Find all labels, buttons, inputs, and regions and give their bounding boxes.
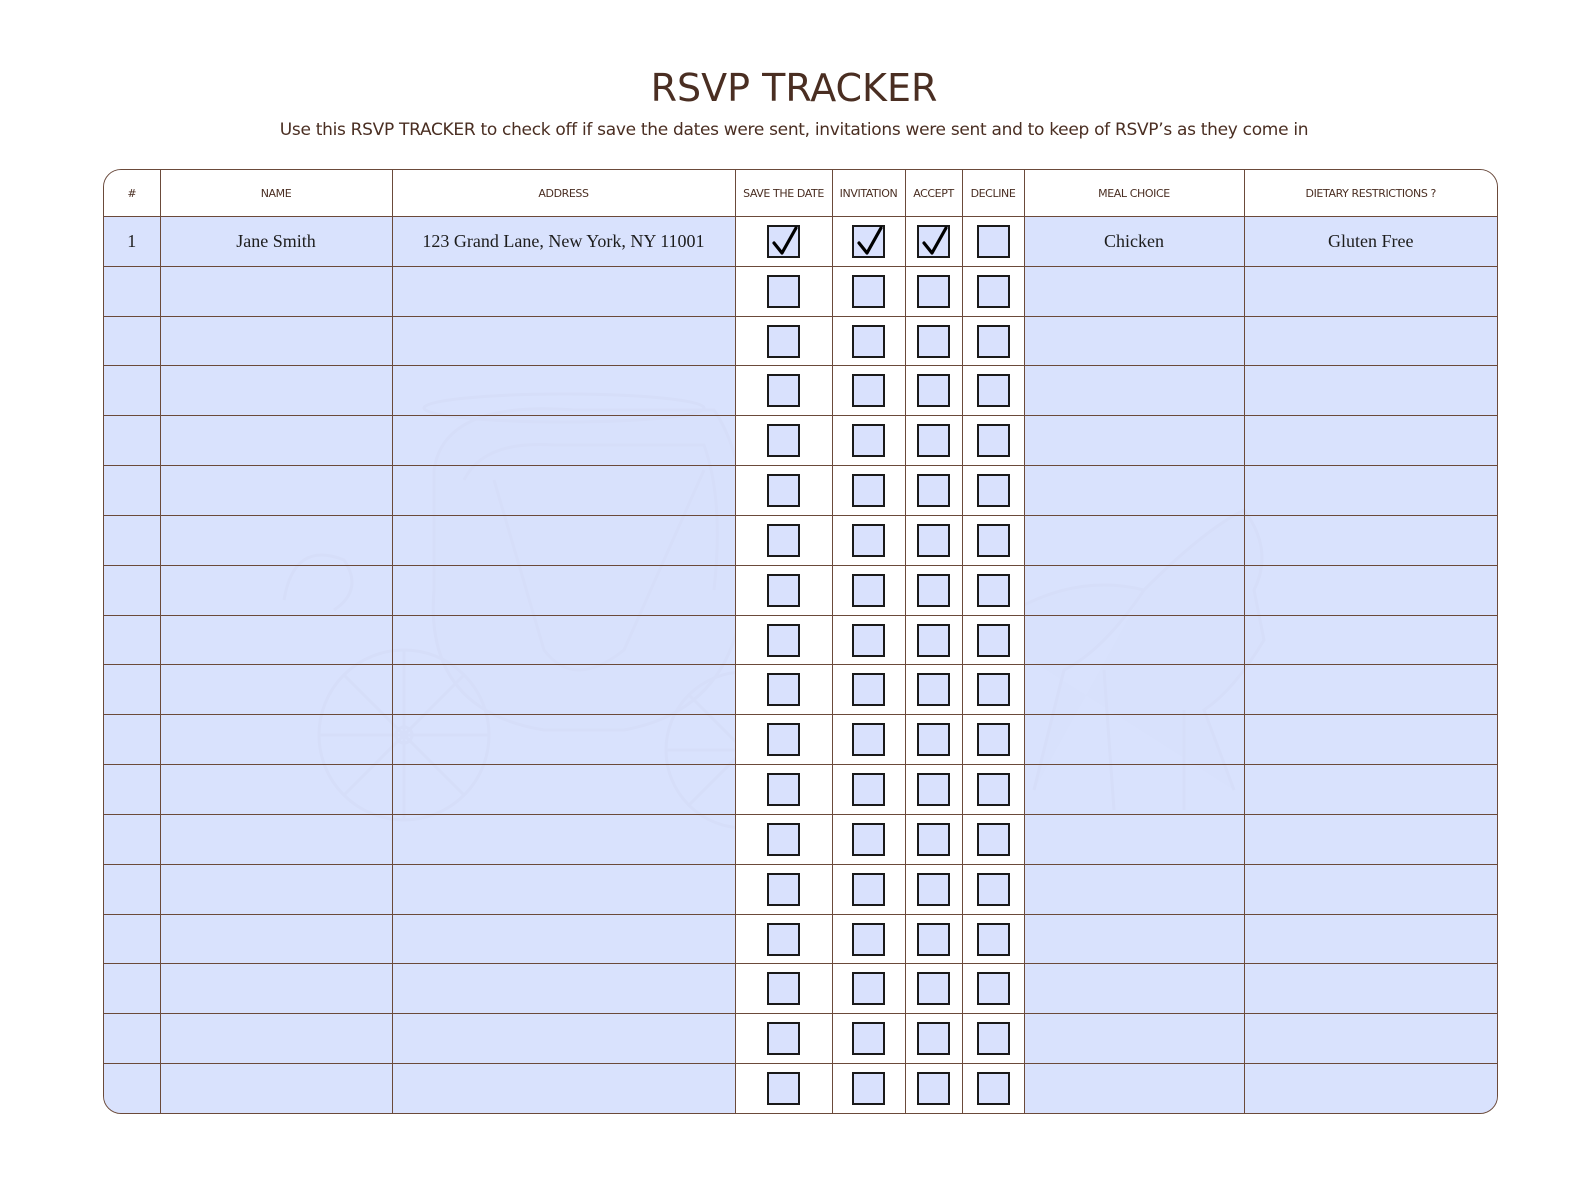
- decline-cell: [962, 765, 1024, 815]
- save-the-date-cell: [735, 615, 832, 665]
- address-cell[interactable]: [392, 715, 735, 765]
- meal-choice-cell[interactable]: [1024, 765, 1244, 815]
- meal-choice-cell[interactable]: [1024, 1014, 1244, 1064]
- address-cell[interactable]: [392, 864, 735, 914]
- accept-checkbox[interactable]: [917, 574, 950, 607]
- table-row: [104, 715, 1497, 765]
- accept-checkbox[interactable]: [917, 524, 950, 557]
- checkmark-icon: [771, 226, 799, 258]
- accept-cell: [905, 914, 962, 964]
- save-the-date-checkbox[interactable]: [767, 624, 800, 657]
- dietary-cell[interactable]: [1244, 366, 1497, 416]
- address-cell[interactable]: [392, 814, 735, 864]
- accept-cell: [905, 864, 962, 914]
- num-cell[interactable]: [104, 1014, 160, 1064]
- column-header-decline: DECLINE: [962, 170, 1024, 217]
- save-the-date-cell: [735, 366, 832, 416]
- num-cell[interactable]: [104, 615, 160, 665]
- decline-cell: [962, 217, 1024, 267]
- address-cell[interactable]: [392, 366, 735, 416]
- decline-checkbox[interactable]: [977, 923, 1010, 956]
- accept-cell: [905, 665, 962, 715]
- decline-checkbox[interactable]: [977, 673, 1010, 706]
- name-cell[interactable]: [160, 715, 392, 765]
- accept-cell: [905, 316, 962, 366]
- name-cell[interactable]: [160, 316, 392, 366]
- address-cell[interactable]: [392, 416, 735, 466]
- checkmark-icon: [921, 226, 949, 258]
- save-the-date-cell: [735, 665, 832, 715]
- decline-checkbox[interactable]: [977, 225, 1010, 258]
- decline-checkbox[interactable]: [977, 823, 1010, 856]
- dietary-cell[interactable]: [1244, 515, 1497, 565]
- invitation-checkbox[interactable]: [852, 424, 885, 457]
- accept-checkbox[interactable]: [917, 624, 950, 657]
- meal-choice-cell[interactable]: [1024, 964, 1244, 1014]
- dietary-cell[interactable]: [1244, 665, 1497, 715]
- meal-choice-cell[interactable]: [1024, 864, 1244, 914]
- table-row: [104, 765, 1497, 815]
- dietary-cell[interactable]: [1244, 1014, 1497, 1064]
- accept-checkbox[interactable]: [917, 424, 950, 457]
- num-cell[interactable]: 1: [104, 217, 160, 267]
- invitation-cell: [832, 964, 905, 1014]
- column-header-num: #: [104, 170, 160, 217]
- column-header-name: NAME: [160, 170, 392, 217]
- dietary-cell[interactable]: [1244, 1064, 1497, 1113]
- meal-choice-cell[interactable]: [1024, 565, 1244, 615]
- meal-choice-cell[interactable]: [1024, 416, 1244, 466]
- decline-cell: [962, 665, 1024, 715]
- accept-cell: [905, 515, 962, 565]
- name-cell[interactable]: [160, 1014, 392, 1064]
- address-cell[interactable]: [392, 1014, 735, 1064]
- invitation-checkbox[interactable]: [852, 773, 885, 806]
- save-the-date-cell: [735, 416, 832, 466]
- accept-checkbox[interactable]: [917, 873, 950, 906]
- invitation-checkbox[interactable]: [852, 1022, 885, 1055]
- column-header-accept: ACCEPT: [905, 170, 962, 217]
- meal-choice-cell[interactable]: [1024, 814, 1244, 864]
- table-row: [104, 466, 1497, 516]
- decline-checkbox[interactable]: [977, 325, 1010, 358]
- decline-cell: [962, 366, 1024, 416]
- save-the-date-checkbox[interactable]: [767, 823, 800, 856]
- accept-cell: [905, 1014, 962, 1064]
- invitation-checkbox[interactable]: [852, 275, 885, 308]
- address-cell[interactable]: [392, 266, 735, 316]
- accept-checkbox[interactable]: [917, 1072, 950, 1105]
- table-row: [104, 615, 1497, 665]
- invitation-cell: [832, 316, 905, 366]
- accept-cell: [905, 715, 962, 765]
- accept-checkbox[interactable]: [917, 325, 950, 358]
- table-row: [104, 964, 1497, 1014]
- invitation-checkbox[interactable]: [852, 823, 885, 856]
- table-row: [104, 416, 1497, 466]
- accept-checkbox[interactable]: [917, 275, 950, 308]
- save-the-date-checkbox[interactable]: [767, 923, 800, 956]
- num-cell[interactable]: [104, 366, 160, 416]
- name-cell[interactable]: [160, 266, 392, 316]
- address-cell[interactable]: 123 Grand Lane, New York, NY 11001: [392, 217, 735, 267]
- invitation-cell: [832, 814, 905, 864]
- invitation-cell: [832, 416, 905, 466]
- num-cell[interactable]: [104, 814, 160, 864]
- decline-cell: [962, 316, 1024, 366]
- meal-choice-cell[interactable]: [1024, 316, 1244, 366]
- invitation-cell: [832, 914, 905, 964]
- accept-checkbox[interactable]: [917, 1022, 950, 1055]
- name-cell[interactable]: [160, 864, 392, 914]
- meal-choice-cell[interactable]: [1024, 914, 1244, 964]
- accept-checkbox[interactable]: [917, 374, 950, 407]
- decline-cell: [962, 466, 1024, 516]
- save-the-date-cell: [735, 316, 832, 366]
- invitation-checkbox[interactable]: [852, 723, 885, 756]
- decline-checkbox[interactable]: [977, 574, 1010, 607]
- dietary-cell[interactable]: [1244, 565, 1497, 615]
- address-cell[interactable]: [392, 1064, 735, 1113]
- num-cell[interactable]: [104, 914, 160, 964]
- dietary-cell[interactable]: Gluten Free: [1244, 217, 1497, 267]
- num-cell[interactable]: [104, 765, 160, 815]
- accept-cell: [905, 765, 962, 815]
- dietary-cell[interactable]: [1244, 615, 1497, 665]
- invitation-checkbox[interactable]: [852, 673, 885, 706]
- decline-checkbox[interactable]: [977, 873, 1010, 906]
- invitation-checkbox[interactable]: [852, 873, 885, 906]
- num-cell[interactable]: [104, 665, 160, 715]
- save-the-date-cell: [735, 565, 832, 615]
- decline-checkbox[interactable]: [977, 723, 1010, 756]
- save-the-date-cell: [735, 964, 832, 1014]
- accept-checkbox[interactable]: [917, 823, 950, 856]
- accept-cell: [905, 366, 962, 416]
- decline-checkbox[interactable]: [977, 374, 1010, 407]
- table-row: [104, 1064, 1497, 1113]
- address-cell[interactable]: [392, 964, 735, 1014]
- meal-choice-cell[interactable]: [1024, 615, 1244, 665]
- dietary-cell[interactable]: [1244, 864, 1497, 914]
- invitation-checkbox[interactable]: [852, 1072, 885, 1105]
- meal-choice-cell[interactable]: [1024, 665, 1244, 715]
- dietary-cell[interactable]: [1244, 266, 1497, 316]
- column-header-invitation: INVITATION: [832, 170, 905, 217]
- name-cell[interactable]: Jane Smith: [160, 217, 392, 267]
- accept-cell: [905, 964, 962, 1014]
- accept-checkbox[interactable]: [917, 972, 950, 1005]
- save-the-date-checkbox[interactable]: [767, 374, 800, 407]
- num-cell[interactable]: [104, 266, 160, 316]
- accept-cell: [905, 565, 962, 615]
- num-cell[interactable]: [104, 565, 160, 615]
- name-cell[interactable]: [160, 665, 392, 715]
- meal-choice-cell[interactable]: [1024, 515, 1244, 565]
- save-the-date-cell: [735, 466, 832, 516]
- accept-checkbox[interactable]: [917, 474, 950, 507]
- address-cell[interactable]: [392, 765, 735, 815]
- checkmark-icon: [856, 226, 884, 258]
- name-cell[interactable]: [160, 1064, 392, 1113]
- table-row: [104, 1014, 1497, 1064]
- table-row: [104, 217, 1497, 267]
- header-row: [104, 170, 1497, 217]
- save-the-date-cell: [735, 515, 832, 565]
- page-subtitle: Use this RSVP TRACKER to check off if save the dates were sent, invitations were sent and to keep of RSVP’s as they come in: [279, 120, 1309, 140]
- accept-checkbox[interactable]: [917, 673, 950, 706]
- name-cell[interactable]: [160, 466, 392, 516]
- num-cell[interactable]: [104, 715, 160, 765]
- accept-cell: [905, 615, 962, 665]
- num-cell[interactable]: [104, 964, 160, 1014]
- column-header-meal-choice: MEAL CHOICE: [1024, 170, 1244, 217]
- table-row: [104, 665, 1497, 715]
- decline-cell: [962, 515, 1024, 565]
- decline-cell: [962, 814, 1024, 864]
- name-cell[interactable]: [160, 416, 392, 466]
- address-cell[interactable]: [392, 665, 735, 715]
- decline-cell: [962, 864, 1024, 914]
- rsvp-table-container: [103, 169, 1498, 1114]
- invitation-cell: [832, 715, 905, 765]
- save-the-date-cell: [735, 914, 832, 964]
- address-cell[interactable]: [392, 466, 735, 516]
- decline-checkbox[interactable]: [977, 424, 1010, 457]
- address-cell[interactable]: [392, 515, 735, 565]
- save-the-date-cell: [735, 1014, 832, 1064]
- decline-checkbox[interactable]: [977, 474, 1010, 507]
- invitation-cell: [832, 266, 905, 316]
- save-the-date-cell: [735, 765, 832, 815]
- dietary-cell[interactable]: [1244, 765, 1497, 815]
- num-cell[interactable]: [104, 515, 160, 565]
- invitation-checkbox[interactable]: [852, 574, 885, 607]
- decline-cell: [962, 416, 1024, 466]
- invitation-cell: [832, 665, 905, 715]
- table-row: [104, 565, 1497, 615]
- num-cell[interactable]: [104, 466, 160, 516]
- invitation-checkbox[interactable]: [852, 624, 885, 657]
- meal-choice-cell[interactable]: [1024, 266, 1244, 316]
- name-cell[interactable]: [160, 814, 392, 864]
- name-cell[interactable]: [160, 366, 392, 416]
- dietary-cell[interactable]: [1244, 814, 1497, 864]
- invitation-cell: [832, 1014, 905, 1064]
- accept-checkbox[interactable]: [917, 923, 950, 956]
- decline-cell: [962, 1064, 1024, 1113]
- save-the-date-checkbox[interactable]: [767, 275, 800, 308]
- address-cell[interactable]: [392, 914, 735, 964]
- meal-choice-cell[interactable]: [1024, 366, 1244, 416]
- invitation-cell: [832, 217, 905, 267]
- decline-checkbox[interactable]: [977, 1022, 1010, 1055]
- address-cell[interactable]: [392, 615, 735, 665]
- decline-checkbox[interactable]: [977, 773, 1010, 806]
- accept-cell: [905, 466, 962, 516]
- decline-checkbox[interactable]: [977, 1072, 1010, 1105]
- name-cell[interactable]: [160, 565, 392, 615]
- save-the-date-checkbox[interactable]: [767, 474, 800, 507]
- meal-choice-cell[interactable]: [1024, 715, 1244, 765]
- save-the-date-checkbox[interactable]: [767, 1022, 800, 1055]
- meal-choice-cell[interactable]: [1024, 466, 1244, 516]
- dietary-cell[interactable]: [1244, 466, 1497, 516]
- accept-cell: [905, 1064, 962, 1113]
- decline-cell: [962, 565, 1024, 615]
- column-header-address: ADDRESS: [392, 170, 735, 217]
- table-row: [104, 266, 1497, 316]
- table-row: [104, 366, 1497, 416]
- name-cell[interactable]: [160, 964, 392, 1014]
- save-the-date-cell: [735, 1064, 832, 1113]
- decline-checkbox[interactable]: [977, 972, 1010, 1005]
- address-cell[interactable]: [392, 565, 735, 615]
- invitation-checkbox[interactable]: [852, 972, 885, 1005]
- decline-cell: [962, 914, 1024, 964]
- dietary-cell[interactable]: [1244, 715, 1497, 765]
- name-cell[interactable]: [160, 765, 392, 815]
- table-row: [104, 914, 1497, 964]
- meal-choice-cell[interactable]: Chicken: [1024, 217, 1244, 267]
- num-cell[interactable]: [104, 1064, 160, 1113]
- save-the-date-checkbox[interactable]: [767, 773, 800, 806]
- save-the-date-checkbox[interactable]: [767, 225, 800, 258]
- meal-choice-cell[interactable]: [1024, 1064, 1244, 1113]
- accept-checkbox[interactable]: [917, 225, 950, 258]
- save-the-date-cell: [735, 864, 832, 914]
- save-the-date-checkbox[interactable]: [767, 325, 800, 358]
- name-cell[interactable]: [160, 615, 392, 665]
- invitation-cell: [832, 615, 905, 665]
- decline-cell: [962, 1014, 1024, 1064]
- name-cell[interactable]: [160, 515, 392, 565]
- dietary-cell[interactable]: [1244, 964, 1497, 1014]
- num-cell[interactable]: [104, 316, 160, 366]
- num-cell[interactable]: [104, 864, 160, 914]
- invitation-checkbox[interactable]: [852, 225, 885, 258]
- decline-checkbox[interactable]: [977, 275, 1010, 308]
- invitation-cell: [832, 864, 905, 914]
- accept-cell: [905, 814, 962, 864]
- accept-cell: [905, 217, 962, 267]
- dietary-cell[interactable]: [1244, 316, 1497, 366]
- rsvp-table: [104, 170, 1497, 1113]
- table-row: [104, 814, 1497, 864]
- invitation-checkbox[interactable]: [852, 374, 885, 407]
- table-row: [104, 316, 1497, 366]
- save-the-date-checkbox[interactable]: [767, 574, 800, 607]
- invitation-cell: [832, 515, 905, 565]
- invitation-checkbox[interactable]: [852, 325, 885, 358]
- dietary-cell[interactable]: [1244, 914, 1497, 964]
- save-the-date-checkbox[interactable]: [767, 1072, 800, 1105]
- table-row: [104, 864, 1497, 914]
- save-the-date-cell: [735, 217, 832, 267]
- invitation-cell: [832, 765, 905, 815]
- decline-cell: [962, 615, 1024, 665]
- address-cell[interactable]: [392, 316, 735, 366]
- dietary-cell[interactable]: [1244, 416, 1497, 466]
- invitation-cell: [832, 565, 905, 615]
- save-the-date-cell: [735, 814, 832, 864]
- name-cell[interactable]: [160, 914, 392, 964]
- save-the-date-cell: [735, 266, 832, 316]
- save-the-date-checkbox[interactable]: [767, 723, 800, 756]
- invitation-checkbox[interactable]: [852, 524, 885, 557]
- accept-cell: [905, 266, 962, 316]
- page-title: RSVP TRACKER: [650, 66, 938, 110]
- save-the-date-cell: [735, 715, 832, 765]
- decline-cell: [962, 266, 1024, 316]
- invitation-checkbox[interactable]: [852, 474, 885, 507]
- accept-cell: [905, 416, 962, 466]
- save-the-date-checkbox[interactable]: [767, 673, 800, 706]
- decline-cell: [962, 964, 1024, 1014]
- accept-checkbox[interactable]: [917, 773, 950, 806]
- num-cell[interactable]: [104, 416, 160, 466]
- decline-checkbox[interactable]: [977, 524, 1010, 557]
- save-the-date-checkbox[interactable]: [767, 424, 800, 457]
- save-the-date-checkbox[interactable]: [767, 972, 800, 1005]
- invitation-cell: [832, 1064, 905, 1113]
- save-the-date-checkbox[interactable]: [767, 524, 800, 557]
- table-row: [104, 515, 1497, 565]
- column-header-dietary: DIETARY RESTRICTIONS ?: [1244, 170, 1497, 217]
- invitation-cell: [832, 466, 905, 516]
- invitation-checkbox[interactable]: [852, 923, 885, 956]
- invitation-cell: [832, 366, 905, 416]
- decline-checkbox[interactable]: [977, 624, 1010, 657]
- column-header-save-the-date: SAVE THE DATE: [735, 170, 832, 217]
- decline-cell: [962, 715, 1024, 765]
- save-the-date-checkbox[interactable]: [767, 873, 800, 906]
- accept-checkbox[interactable]: [917, 723, 950, 756]
